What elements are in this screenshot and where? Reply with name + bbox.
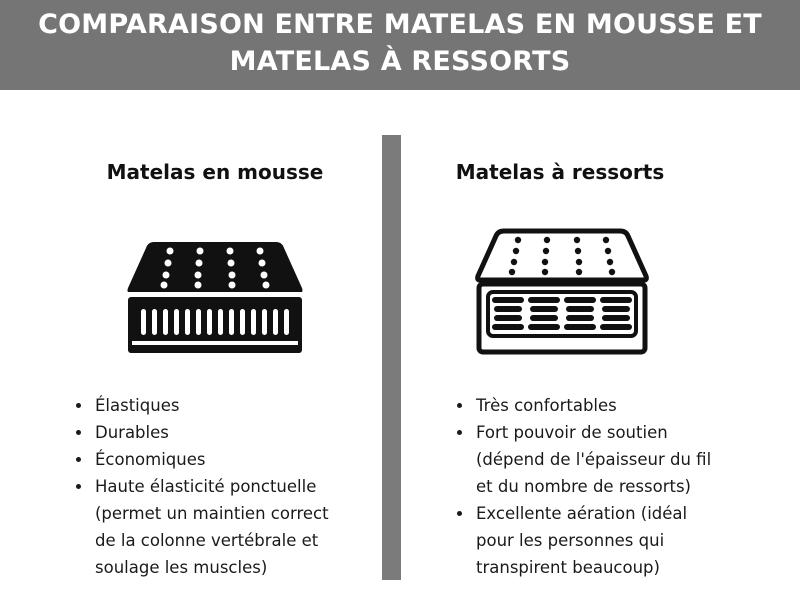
header-banner bbox=[0, 0, 800, 90]
spring-feature-text: Fort pouvoir de soutien bbox=[476, 423, 668, 442]
spring-mattress-icon bbox=[474, 226, 650, 358]
foam-feature-text: (permet un maintien correct bbox=[95, 504, 329, 523]
spring-feature-text: Très confortables bbox=[476, 396, 617, 415]
spring-column-title: Matelas à ressorts bbox=[455, 160, 665, 184]
foam-feature-text: Haute élasticité ponctuelle bbox=[95, 477, 317, 496]
foam-feature-text: Économiques bbox=[95, 450, 206, 469]
page-title-line-2: MATELAS À RESSORTS bbox=[229, 46, 571, 77]
foam-feature-item bbox=[74, 392, 374, 419]
foam-features-list bbox=[74, 392, 374, 581]
spring-feature-item bbox=[455, 419, 755, 500]
foam-feature-item bbox=[74, 446, 374, 473]
foam-feature-text: Élastiques bbox=[95, 396, 180, 415]
column-divider bbox=[382, 135, 401, 580]
page-title-line-1: COMPARAISON ENTRE MATELAS EN MOUSSE ET bbox=[38, 9, 762, 40]
foam-feature-item bbox=[74, 473, 374, 581]
spring-feature-item bbox=[455, 500, 755, 581]
foam-feature-text: Durables bbox=[95, 423, 169, 442]
spring-feature-text: Excellente aération (idéal bbox=[476, 504, 688, 523]
spring-feature-text: (dépend de l'épaisseur du fil bbox=[476, 450, 712, 469]
foam-feature-text: de la colonne vertébrale et bbox=[95, 531, 319, 550]
foam-column-title: Matelas en mousse bbox=[106, 160, 324, 184]
foam-feature-text: soulage les muscles) bbox=[95, 558, 268, 577]
spring-feature-text: et du nombre de ressorts) bbox=[476, 477, 691, 496]
spring-feature-item bbox=[455, 392, 755, 419]
spring-feature-text: transpirent beaucoup) bbox=[476, 558, 660, 577]
foam-feature-item bbox=[74, 419, 374, 446]
foam-mattress-icon bbox=[126, 238, 304, 356]
spring-features-list bbox=[455, 392, 755, 581]
spring-feature-text: pour les personnes qui bbox=[476, 531, 665, 550]
